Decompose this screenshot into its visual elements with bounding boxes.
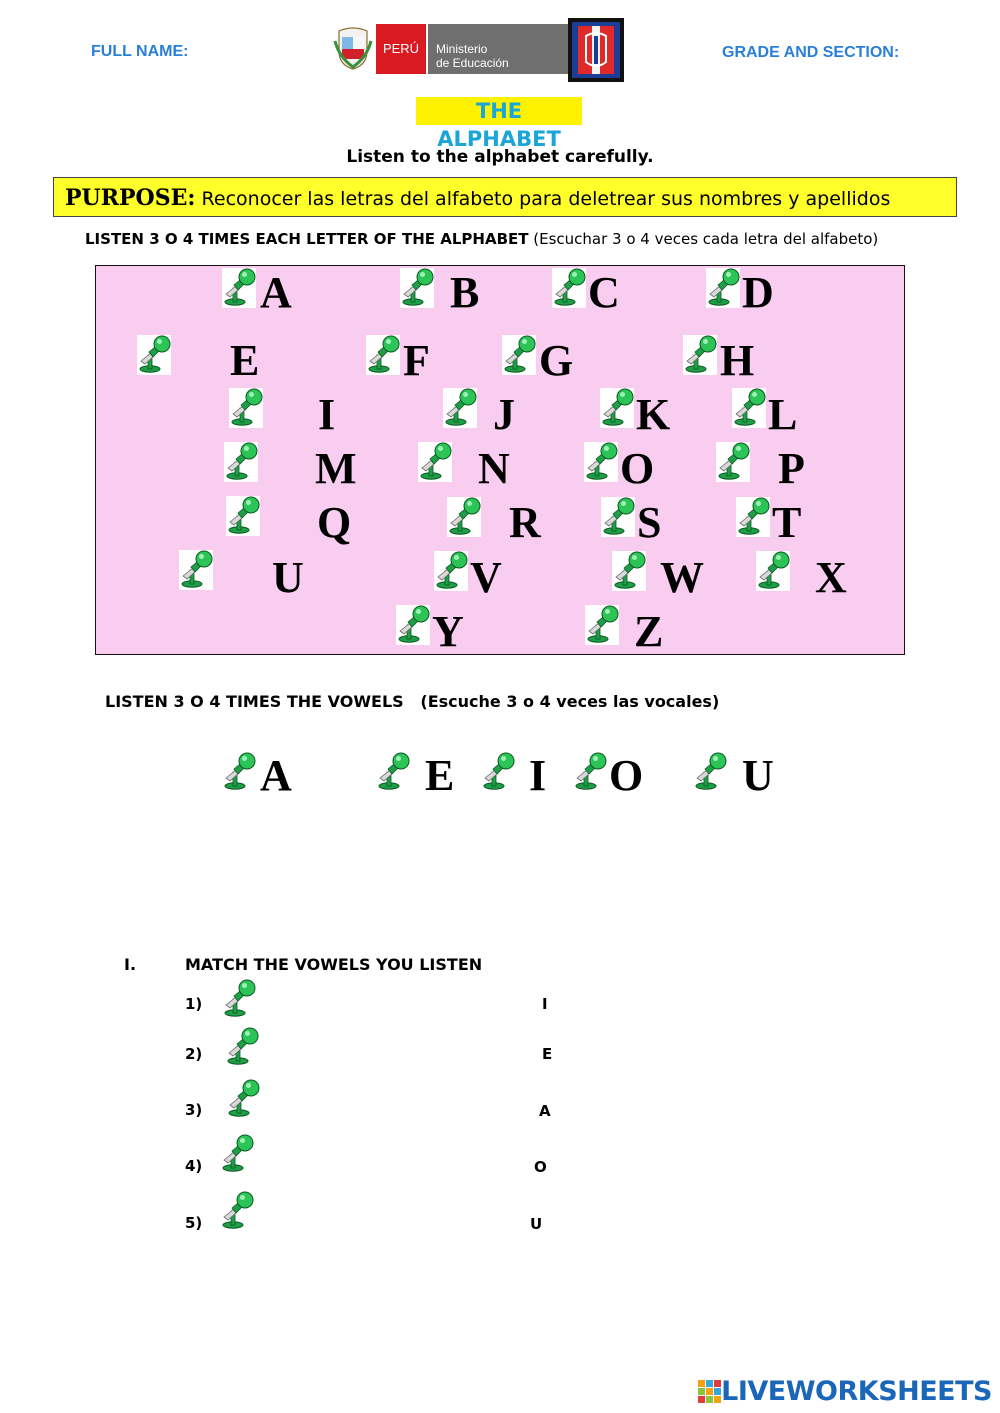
microphone-icon[interactable]: [376, 752, 410, 792]
ministry-block: [428, 24, 568, 74]
liveworksheets-logo-icon: [698, 1380, 722, 1404]
microphone-icon[interactable]: [137, 333, 171, 377]
letter-n: N: [478, 444, 510, 493]
letter-s: S: [637, 498, 662, 547]
peru-label: PERÚ: [382, 41, 420, 56]
microphone-icon[interactable]: [601, 497, 635, 537]
microphone-icon[interactable]: [226, 1078, 260, 1120]
letter-f: F: [403, 336, 430, 385]
answer-option[interactable]: O: [534, 1158, 547, 1176]
microphone-icon[interactable]: [612, 551, 646, 591]
letter-t: T: [772, 498, 802, 547]
microphone-icon[interactable]: [447, 497, 481, 537]
item-number: 3): [185, 1101, 203, 1119]
vowel-i: I: [529, 751, 547, 800]
microphone-icon[interactable]: [222, 752, 256, 792]
microphone-icon[interactable]: [502, 335, 536, 375]
purpose-banner: [53, 177, 957, 217]
vowel-e: E: [425, 751, 455, 800]
microphone-icon[interactable]: [683, 335, 717, 375]
microphone-icon[interactable]: [756, 551, 790, 591]
grade-section-label: GRADE AND SECTION:: [722, 44, 900, 61]
liveworksheets-brand: LIVEWORKSHEETS: [721, 1376, 992, 1407]
microphone-icon[interactable]: [220, 1133, 254, 1175]
letter-i: I: [318, 390, 336, 439]
vowel-u: U: [742, 751, 774, 800]
letter-j: J: [493, 390, 515, 439]
letter-d: D: [742, 268, 774, 317]
microphone-icon[interactable]: [229, 386, 263, 430]
vowel-a: A: [260, 751, 292, 800]
item-number: 5): [185, 1214, 203, 1232]
microphone-icon[interactable]: [418, 442, 452, 482]
letter-q: Q: [317, 498, 352, 547]
answer-option[interactable]: A: [539, 1102, 551, 1120]
microphone-icon[interactable]: [220, 1190, 254, 1232]
letter-w: W: [660, 553, 704, 602]
vowels-heading-es: (Escuche 3 o 4 veces las vocales): [420, 692, 720, 711]
letter-u: U: [272, 553, 304, 602]
instructions-subtitle: Listen to the alphabet carefully.: [346, 147, 654, 167]
purpose-text: Reconocer las letras del alfabeto para deletrear sus nombres y apellidos: [201, 188, 891, 210]
microphone-icon[interactable]: [225, 1027, 259, 1067]
letter-h: H: [720, 336, 755, 385]
ministry-line-1: Ministerio: [436, 42, 488, 56]
letter-x: X: [815, 553, 847, 602]
letter-a: A: [260, 268, 292, 317]
letter-p: P: [778, 444, 805, 493]
microphone-icon[interactable]: [573, 752, 607, 792]
full-name-label: FULL NAME:: [91, 43, 189, 60]
letter-e: E: [230, 336, 260, 385]
exercise-numeral: I.: [124, 955, 137, 974]
vowel-o: O: [609, 751, 644, 800]
microphone-icon[interactable]: [400, 268, 434, 308]
vowels-heading-en: LISTEN 3 O 4 TIMES THE VOWELS: [105, 692, 404, 711]
peru-crest-icon: [333, 27, 373, 71]
microphone-icon[interactable]: [716, 442, 750, 482]
microphone-icon[interactable]: [706, 268, 740, 308]
letter-c: C: [588, 268, 620, 317]
page-title: THE ALPHABET: [416, 97, 582, 125]
peru-flag-block: [376, 24, 426, 74]
letter-m: M: [315, 444, 357, 493]
microphone-icon[interactable]: [693, 752, 727, 792]
letter-l: L: [768, 390, 798, 439]
answer-option[interactable]: E: [542, 1045, 553, 1063]
answer-option[interactable]: I: [542, 995, 548, 1013]
exercise-title: MATCH THE VOWELS YOU LISTEN: [185, 955, 483, 974]
alphabet-heading: [85, 230, 878, 248]
letter-g: G: [539, 336, 574, 385]
school-logo-icon: [568, 18, 624, 82]
ministry-line-2: de Educación: [436, 56, 509, 70]
alphabet-heading-es: (Escuchar 3 o 4 veces cada letra del alfabeto): [533, 230, 879, 248]
microphone-icon[interactable]: [226, 494, 260, 538]
letter-r: R: [509, 498, 541, 547]
microphone-icon[interactable]: [222, 979, 256, 1019]
microphone-icon[interactable]: [434, 551, 468, 591]
alphabet-heading-en: LISTEN 3 O 4 TIMES EACH LETTER OF THE ALPHABET: [85, 230, 529, 248]
vowels-heading: [105, 692, 719, 711]
microphone-icon[interactable]: [552, 268, 586, 308]
microphone-icon[interactable]: [736, 497, 770, 537]
letter-o: O: [620, 444, 655, 493]
item-number: 2): [185, 1045, 203, 1063]
answer-option[interactable]: U: [530, 1215, 543, 1233]
microphone-icon[interactable]: [584, 442, 618, 482]
microphone-icon[interactable]: [443, 388, 477, 428]
microphone-icon[interactable]: [224, 440, 258, 484]
letter-k: K: [636, 390, 671, 439]
letter-v: V: [470, 553, 502, 602]
purpose-label: PURPOSE:: [65, 185, 196, 211]
letter-z: Z: [634, 607, 664, 656]
microphone-icon[interactable]: [732, 388, 766, 428]
letter-b: B: [450, 268, 480, 317]
item-number: 4): [185, 1157, 203, 1175]
microphone-icon[interactable]: [481, 752, 515, 792]
letter-y: Y: [432, 607, 464, 656]
microphone-icon[interactable]: [366, 335, 400, 375]
microphone-icon[interactable]: [222, 268, 256, 308]
microphone-icon[interactable]: [396, 605, 430, 645]
microphone-icon[interactable]: [585, 605, 619, 645]
item-number: 1): [185, 995, 203, 1013]
microphone-icon[interactable]: [600, 388, 634, 428]
microphone-icon[interactable]: [179, 548, 213, 592]
